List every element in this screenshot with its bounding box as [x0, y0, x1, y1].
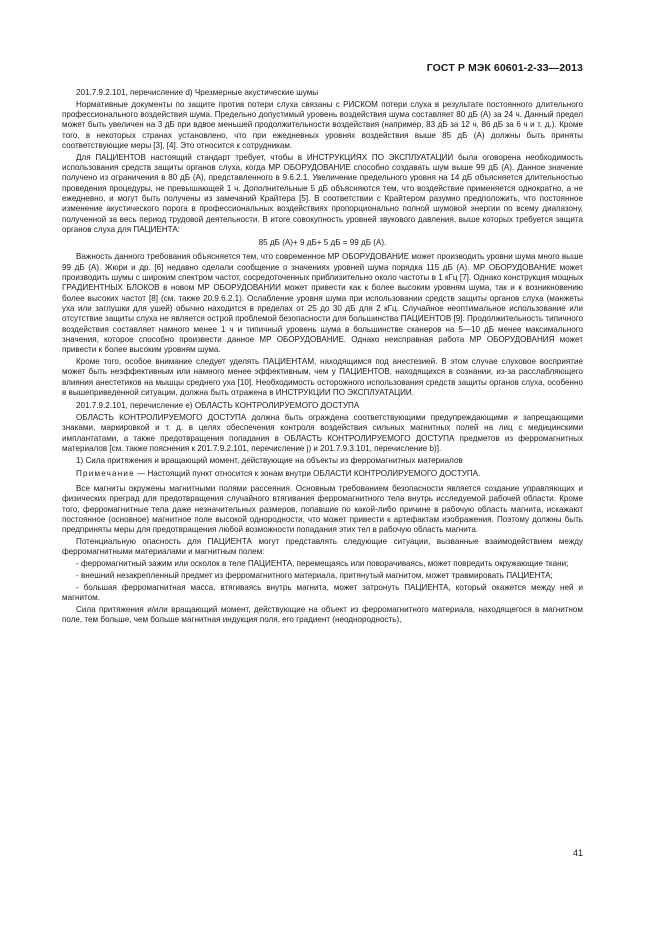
subsection-heading-1: 1) Сила притяжения и вращающий момент, действующие на объекты из ферромагнитных материалов	[76, 455, 463, 465]
list-item: - большая ферромагнитная масса, втягиваясь внутрь магнита, может затронуть ПАЦИЕНТА, который окажется между ней и магнитом.	[62, 582, 583, 603]
paragraph-anesthesia: Кроме того, особое внимание следует уделять ПАЦИЕНТАМ, находящимся под анестезией. В этом случае слуховое восприятие может быть неэффективным или намного менее эффективным, чем у ПАЦИЕНТОВ, находящихся в сознании, из-за расслабляющего влияния анестетиков на мышцы среднего уха [10]. Необходимость осторожного использования средств защиты органов слуха, особенно в вышеприведенной ситуации, должна быть отражена в ИНСТРУКЦИИ ПО ЭКСПЛУАТАЦИИ.	[62, 356, 583, 397]
paragraph-controlled-access: ОБЛАСТЬ КОНТРОЛИРУЕМОГО ДОСТУПА должна быть ограждена соответствующими предупреждающими и запрещающими знаками, маркировкой и т. д. в целях обеспечения контроля воздействия сильных магнитных полей на лиц с медицинскими имплантатами, а также предотвращения попадания в ОБЛАСТЬ КОНТРОЛИРУЕМОГО ДОСТУПА предметов из ферромагнитных материалов [см. также пояснения к 201.7.9.2.101, перечисление j) и 201.7.9.3.101, перечисление b)].	[62, 412, 583, 453]
note	[62, 469, 583, 479]
page-number: 41	[572, 848, 583, 858]
paragraph-potential-danger: Потенциальную опасность для ПАЦИЕНТА могут представлять следующие ситуации, вызванные взаимодействием между ферромагнитными материалами и магнитным полем:	[62, 537, 583, 557]
note-text: — Настоящий пункт относится к зонам внутри ОБЛАСТИ КОНТРОЛИРУЕМОГО ДОСТУПА.	[134, 468, 481, 478]
section-heading-d: 201.7.9.2.101, перечисление d) Чрезмерные акустические шумы	[76, 88, 319, 97]
document-header: ГОСТ Р МЭК 60601-2-33—2013	[426, 62, 583, 74]
list-item: - внешний незакрепленный предмет из ферромагнитного материала, притянутый магнитом, может травмировать ПАЦИЕНТА;	[76, 571, 553, 581]
paragraph-patients-requirement: Для ПАЦИЕНТОВ настоящий стандарт требует, чтобы в ИНСТРУКЦИЯХ ПО ЭКСПЛУАТАЦИИ была оговорена необходимость использования средств защиты органов слуха, когда МР ОБОРУДОВАНИЕ способно создавать шум выше 99 дБ (A). Данное значение получено из ограничения в 80 дБ (A), представленного в 9.6.2.1. Увеличение предельного уровня на 14 дБ объясняется длительностью проведения процедуры, не превышающей 1 ч. Дополнительные 5 дБ объясняются тем, что воздействие применяется однократно, а не ежедневно, и могут быть получены из замечаний Крайтера [5]. В соответствии с Крайтером разумно предположить, что постоянное изменение акустического порога в профессиональных воздействиях пропорционально полной шумовой энергии по всему диапазону, полученной за весь период трудовой деятельности. В итоге совокупность уровней звукового давления, выше которых требуется защита органов слуха для ПАЦИЕНТА:	[62, 152, 583, 234]
paragraph-magnets: Все магниты окружены магнитными полями рассеяния. Основным требованием безопасности является создание управляющих и физических преград для предотвращения случайного втягивания ферромагнитного тела внутрь исследуемой рабочей области. Кроме того, ферромагнитные тела даже незначительных размеров, попавшие по какой-либо причине в рабочую область магнита, искажают постоянное (основное) магнитное поле высокой однородности, что может привести к артефактам изображения. Поэтому должны быть предприняты меры для предотвращения любой возможности попадания этих тел в рабочую область магнита.	[62, 484, 583, 535]
paragraph-attraction-force: Сила притяжения и/или вращающий момент, действующие на объект из ферромагнитного материала, находящегося в магнитном поле, тем больше, чем больше магнитная индукция поля, его градиент (неоднородность),	[62, 604, 583, 625]
section-heading-e: 201.7.9.2.101, перечисление е) ОБЛАСТЬ КОНТРОЛИРУЕМОГО ДОСТУПА	[76, 401, 360, 411]
document-body	[62, 88, 583, 627]
list-item: - ферромагнитный зажим или осколок в теле ПАЦИЕНТА, перемещаясь или поворачиваясь, может повредить окружающие ткани;	[76, 559, 569, 569]
formula: 85 дБ (A)+ 9 дБ+ 5 дБ = 99 дБ (A).	[258, 238, 387, 248]
paragraph-importance: Важность данного требования объясняется тем, что современное МР ОБОРУДОВАНИЕ может производить уровни шума много выше 99 дБ (A). Жюри и др. [6] недавно сделали сообщение о значениях уровней шума порядка 115 дБ (A). МР ОБОРУДОВАНИЕ может производить шумы с широким спектром частот, сосредоточенных приблизительно около частоты в 1 кГц [7]. Однако конструкция мощных ГРАДИЕНТНЫХ БЛОКОВ в новом МР ОБОРУДОВАНИИ может привести как к более высоким уровням шума, так и к возникновению более высоких частот [8] (см. также 20.9.6.2.1). Ослабление уровня шума при использовании средств защиты органов слуха (манжеты уха или заглушки для ушей) обычно находится в пределах от 25 до 30 дБ для 2 кГц. Случайное неоптимальное использование или отсутствие защиты слуха не является острой проблемой безопасности для большинства ПАЦИЕНТОВ [9]. Продолжительность типичного воздействия составляет намного менее 1 ч и типичный уровень шума в большинстве сканеров на 5—10 дБ менее максимального значения, которое способно произвести данное МР ОБОРУДОВАНИЕ. Однако неисправная работа МР ОБОРУДОВАНИЯ может привести к более высоким уровням шума.	[62, 252, 583, 355]
paragraph-noise-regulations: Нормативные документы по защите против потери слуха связаны с РИСКОМ потери слуха в результате постоянного длительного профессионального воздействия шума. Предельно допустимый уровень воздействия шума составляет 80 дБ (A) за 24 ч. Данный предел может быть увеличен на 3 дБ при вдвое меньшей продолжительности воздействия (например, 83 дБ за 12 ч, 86 дБ за 6 ч и т. д.). Кроме того, в некоторых странах установлено, что при ежедневных уровнях воздействия выше 85 дБ (A) должны быть приняты соответствующие меры [3], [4]. Это относится к сотрудникам.	[62, 99, 583, 150]
note-label: Примечание	[76, 468, 135, 478]
